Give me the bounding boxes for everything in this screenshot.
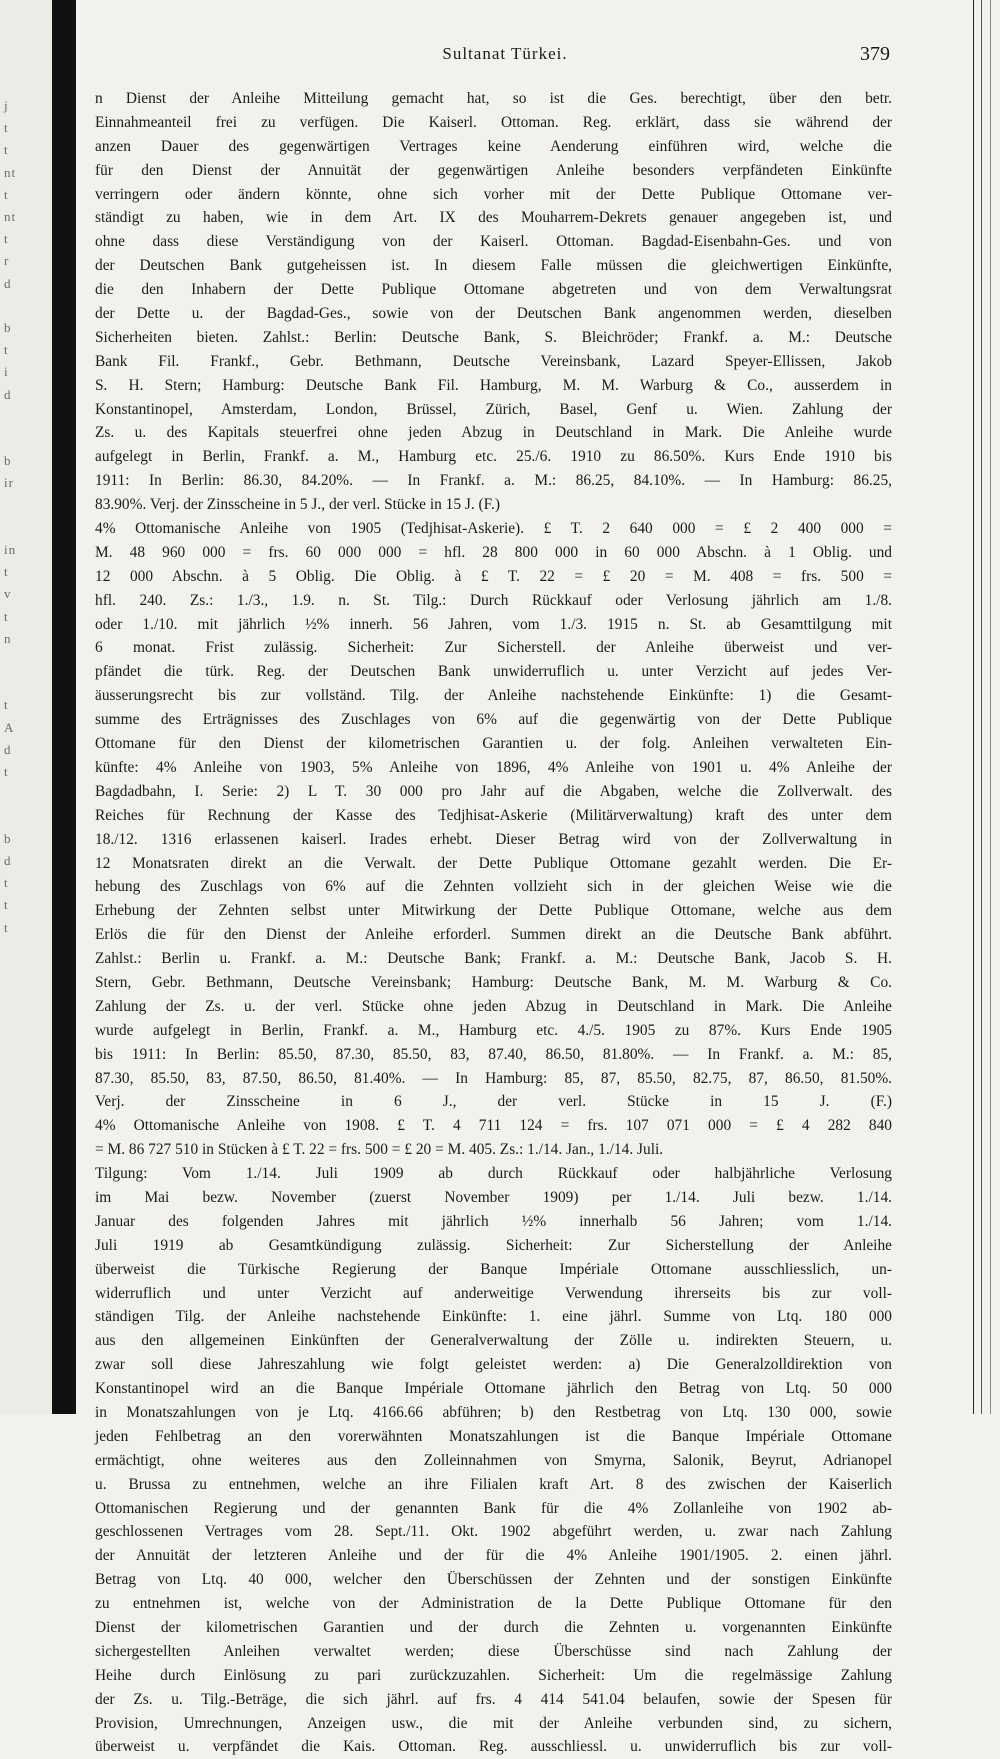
left-gutter xyxy=(0,0,52,1414)
page-edge-line xyxy=(981,0,982,1414)
page-edge-line xyxy=(990,0,991,1414)
running-head: Sultanat Türkei. xyxy=(442,44,568,63)
text-line: u. Brussa zu entnehmen, welche an ihre Filialen kraft Art. 8 des zwischen der Kaiserlich xyxy=(95,1475,892,1493)
text-line: Zahlung der Zs. u. der verl. Stücke ohne jeden Abzug in Deutschland in Mark. Die Anleihe xyxy=(95,997,892,1015)
text-line: Erlös die für den Dienst der Anleihe erforderl. Summen direkt an die Deutsche Bank abführt. xyxy=(95,926,892,944)
text-line: Konstantinopel, Amsterdam, London, Brüssel, Zürich, Basel, Genf u. Wien. Zahlung der xyxy=(95,400,892,418)
text-line: Januar des folgenden Jahres mit jährlich ½% innerhalb 56 Jahren; vom 1./14. xyxy=(95,1212,892,1230)
text-line: 1911: In Berlin: 86.30, 84.20%. — In Frankf. a. M.: 86.25, 84.10%. — In Hamburg: 86.25, xyxy=(95,472,892,490)
text-line: ohne dass diese Verständigung von der Kaiserl. Ottoman. Bagdad-Eisenbahn-Ges. und von xyxy=(95,233,892,251)
page-header xyxy=(120,44,890,70)
text-line: 12 000 Abschn. à 5 Oblig. Die Oblig. à £ T. 22 = £ 20 = M. 408 = frs. 500 = xyxy=(95,567,892,585)
text-line: hfl. 240. Zs.: 1./3., 1.9. n. St. Tilg.: Durch Rückkauf oder Verlosung jährlich am 1./8. xyxy=(95,591,892,609)
text-line: Ottomane für den Dienst der kilometrischen Garantien u. der folg. Anleihen verwalteten Ein- xyxy=(95,735,892,753)
text-line: Ottomanischen Regierung und der genannten Bank für die 4% Zollanleihe von 1902 ab- xyxy=(95,1499,892,1517)
text-line: Provision, Umrechnungen, Anzeigen usw., die mit der Anleihe verbunden sind, zu sichern, xyxy=(95,1714,892,1732)
text-line: hebung des Zuschlags von 6% auf die Zehnten vollzieht sich in der gleichen Weise wie die xyxy=(95,878,892,896)
text-line: Reiches für Rechnung der Kasse des Tedjhisat-Askerie (Militärverwaltung) kraft des unter dem xyxy=(95,806,892,824)
text-line: Dienst der kilometrischen Garantien und der durch die Zehnten u. vorgenannten Einkünfte xyxy=(95,1619,892,1636)
binding-shadow xyxy=(52,0,76,1414)
text-line: zu entnehmen ist, welche von der Administration de la Dette Publique Ottomane für den xyxy=(95,1595,892,1613)
text-line: die den Inhabern der Dette Publique Ottomane abgetreten und von dem Verwaltungsrat xyxy=(95,281,892,299)
text-line: 12 Monatsraten direkt an die Verwalt. der Dette Publique Ottomane gezahlt werden. Die Er- xyxy=(95,854,892,872)
text-line: der Zs. u. Tilg.-Beträge, die sich jährl. auf frs. 4 414 541.04 belaufen, sowie der Spesen für xyxy=(95,1690,892,1708)
text-line: überweist die Türkische Regierung der Banque Impériale Ottomane ausschliesslich, un- xyxy=(95,1260,892,1278)
text-line: wurde aufgelegt in Berlin, Frankf. a. M., Hamburg etc. 4./5. 1905 zu 87%. Kurs Ende 1905 xyxy=(95,1021,892,1039)
text-line: anzen Dauer des gegenwärtigen Vertrages keine Aenderung einführen wird, welche die xyxy=(95,137,892,155)
text-line: Sicherheiten bieten. Zahlst.: Berlin: Deutsche Bank, S. Bleichröder; Frankf. a. M.: Deutsche xyxy=(95,328,892,346)
text-line: der Dette u. der Bagdad-Ges., sowie von der Deutschen Bank angenommen werden, dieselben xyxy=(95,305,892,323)
text-line: verringern oder ändern könnte, ohne sich vorher mit der Dette Publique Ottomane ver- xyxy=(95,185,892,203)
text-line: der Deutschen Bank gutgeheissen ist. In diesem Falle müssen die gleichwertigen Einkünfte, xyxy=(95,257,892,275)
text-line: summe des Erträgnisses des Zuschlages von 6% auf die gegenwärtig von der Dette Publique xyxy=(95,711,892,729)
text-line: für den Dienst der Annuität der gegenwärtigen Anleihe besonders verpfändeten Einkünfte xyxy=(95,161,892,179)
facing-page-fragment: j t t nt t nt t r d b t i d b ir in t v t n t A d t b d t t t xyxy=(4,98,17,935)
text-line: M. 48 960 000 = frs. 60 000 000 = hfl. 28 800 000 in 60 000 Abschn. à 1 Oblig. und xyxy=(95,543,892,561)
text-line: Konstantinopel wird an die Banque Impériale Ottomane jährlich den Betrag von Ltq. 50 000 xyxy=(95,1380,892,1398)
text-line: zwar soll diese Jahreszahlung wie folgt geleistet werden: a) Die Generalzolldirektion von xyxy=(95,1356,892,1374)
text-line: 87.30, 85.50, 83, 87.50, 86.50, 81.40%. — In Hamburg: 85, 87, 85.50, 82.75, 87, 86.50, 81.50%. xyxy=(95,1069,892,1087)
text-line: überweist u. verpfändet die Kais. Ottoman. Reg. ausschliessl. u. unwiderruflich bis zur voll- xyxy=(95,1738,892,1756)
text-line: ermächtigt, ohne weiteres aus den Zolleinnahmen von Smyrna, Salonik, Beyrut, Adrianopel xyxy=(95,1451,892,1469)
text-line: Tilgung: Vom 1./14. Juli 1909 ab durch Rückkauf oder halbjährliche Verlosung xyxy=(95,1165,892,1183)
text-line: bis 1911: In Berlin: 85.50, 87.30, 85.50, 83, 87.40, 86.50, 81.80%. — In Frankf. a. M.: 85, xyxy=(95,1045,892,1063)
text-line: ständigt zu haben, wie in dem Art. IX des Mouharrem-Dekrets genauer angegeben ist, und xyxy=(95,209,892,227)
text-line: der Annuität der letzteren Anleihe und der für die 4% Anleihe 1901/1905. 2. einen jährl. xyxy=(95,1547,892,1565)
text-line: 4% Ottomanische Anleihe von 1908. £ T. 4 711 124 = frs. 107 071 000 = £ 4 282 840 xyxy=(95,1117,892,1135)
text-line: sichergestellten Anleihen verwaltet werden; diese Überschüsse sind nach Zahlung der xyxy=(95,1642,892,1660)
text-line: oder 1./10. mit jährlich ½% innerh. 56 Jahren, vom 1./3. 1915 n. St. ab Gesamttilgung mit xyxy=(95,615,892,633)
text-line: Heihe durch Einlösung zu pari zurückzuzahlen. Sicherheit: Um die regelmässige Zahlung xyxy=(95,1666,892,1684)
text-line: aufgelegt in Berlin, Frankf. a. M., Hamburg etc. 25./6. 1910 zu 86.50%. Kurs Ende 1910 bis xyxy=(95,448,892,466)
text-line: widerruflich und unter Verzicht auf anderweitige Verwendung ihrerseits bis zur voll- xyxy=(95,1284,892,1302)
text-line: 6 monat. Frist zulässig. Sicherheit: Zur Sicherstell. der Anleihe überweist und ver- xyxy=(95,639,892,657)
text-line: jeden Fehlbetrag an den vorerwähnten Monatszahlungen ist die Banque Impériale Ottomane xyxy=(95,1427,892,1445)
text-line: Juli 1919 ab Gesamtkündigung zulässig. Sicherheit: Zur Sicherstellung der Anleihe xyxy=(95,1236,892,1254)
text-line: ständigen Tilg. der Anleihe nachstehende Einkünfte: 1. eine jährl. Summe von Ltq. 180 000 xyxy=(95,1308,892,1326)
text-line: 4% Ottomanische Anleihe von 1905 (Tedjhisat-Askerie). £ T. 2 640 000 = £ 2 400 000 = xyxy=(95,520,892,538)
text-line: Einnahmeanteil frei zu verfügen. Die Kaiserl. Ottoman. Reg. erklärt, dass sie während der xyxy=(95,113,892,131)
text-line: im Mai bezw. November (zuerst November 1909) per 1./14. Juli bezw. 1./14. xyxy=(95,1188,892,1206)
text-line: in Monatszahlungen von je Ltq. 4166.66 abführen; b) den Restbetrag von Ltq. 130 000, sowie xyxy=(95,1403,892,1421)
text-line: Verj. der Zinsscheine in 6 J., der verl. Stücke in 15 J. (F.) xyxy=(95,1093,892,1111)
body-text xyxy=(95,87,892,1759)
text-line: n Dienst der Anleihe Mitteilung gemacht hat, so ist die Ges. berechtigt, über den betr. xyxy=(95,90,892,107)
text-line: geschlossenen Vertrages vom 28. Sept./11. Okt. 1902 abgeführt werden, u. zwar nach Zahlung xyxy=(95,1523,892,1541)
text-line: Bagdadbahn, I. Serie: 2) L T. 30 000 pro Jahr auf die Abgaben, welche die Zollverwalt. des xyxy=(95,782,892,800)
text-line: Bank Fil. Frankf., Gebr. Bethmann, Deutsche Vereinsbank, Lazard Speyer-Ellissen, Jakob xyxy=(95,352,892,370)
text-line: = M. 86 727 510 in Stücken à £ T. 22 = frs. 500 = £ 20 = M. 405. Zs.: 1./14. Jan., 1./14. Juli. xyxy=(95,1141,664,1159)
text-line: 18./12. 1316 erlassenen kaiserl. Irades erhebt. Dieser Betrag wird von der Zollverwaltung in xyxy=(95,830,892,848)
text-line: äusserungsrecht bis zur vollständ. Tilg. der Anleihe nachstehende Einkünfte: 1) die Gesamt- xyxy=(95,687,892,705)
text-line: S. H. Stern; Hamburg: Deutsche Bank Fil. Hamburg, M. M. Warburg & Co., ausserdem in xyxy=(95,376,892,394)
text-line: Stern, Gebr. Bethmann, Deutsche Vereinsbank; Hamburg: Deutsche Bank, M. M. Warburg & Co. xyxy=(95,973,892,991)
text-line: Erhebung der Zehnten selbst unter Mitwirkung der Dette Publique Ottomane, welche aus dem xyxy=(95,902,892,920)
page-number: 379 xyxy=(860,43,890,65)
text-line: Zahlst.: Berlin u. Frankf. a. M.: Deutsche Bank; Frankf. a. M.: Deutsche Bank, Jacob S. H. xyxy=(95,950,892,968)
text-line: 83.90%. Verj. der Zinsscheine in 5 J., der verl. Stücke in 15 J. (F.) xyxy=(95,496,500,514)
page-edge-line xyxy=(973,0,974,1414)
text-line: Betrag von Ltq. 40 000, welcher den Überschüssen der Zehnten und der sonstigen Einkünfte xyxy=(95,1571,892,1589)
text-line: künfte: 4% Anleihe von 1903, 5% Anleihe von 1896, 4% Anleihe von 1901 u. 4% Anleihe der xyxy=(95,758,892,776)
text-line: Zs. u. des Kapitals steuerfrei ohne jeden Abzug in Deutschland in Mark. Die Anleihe wurde xyxy=(95,424,892,442)
text-line: aus den allgemeinen Einkünften der Generalverwaltung der Zölle u. indirekten Steuern, u. xyxy=(95,1332,892,1350)
text-line: pfändet die türk. Reg. der Deutschen Bank unwiderruflich u. unter Verzicht auf jedes Ver- xyxy=(95,663,892,681)
